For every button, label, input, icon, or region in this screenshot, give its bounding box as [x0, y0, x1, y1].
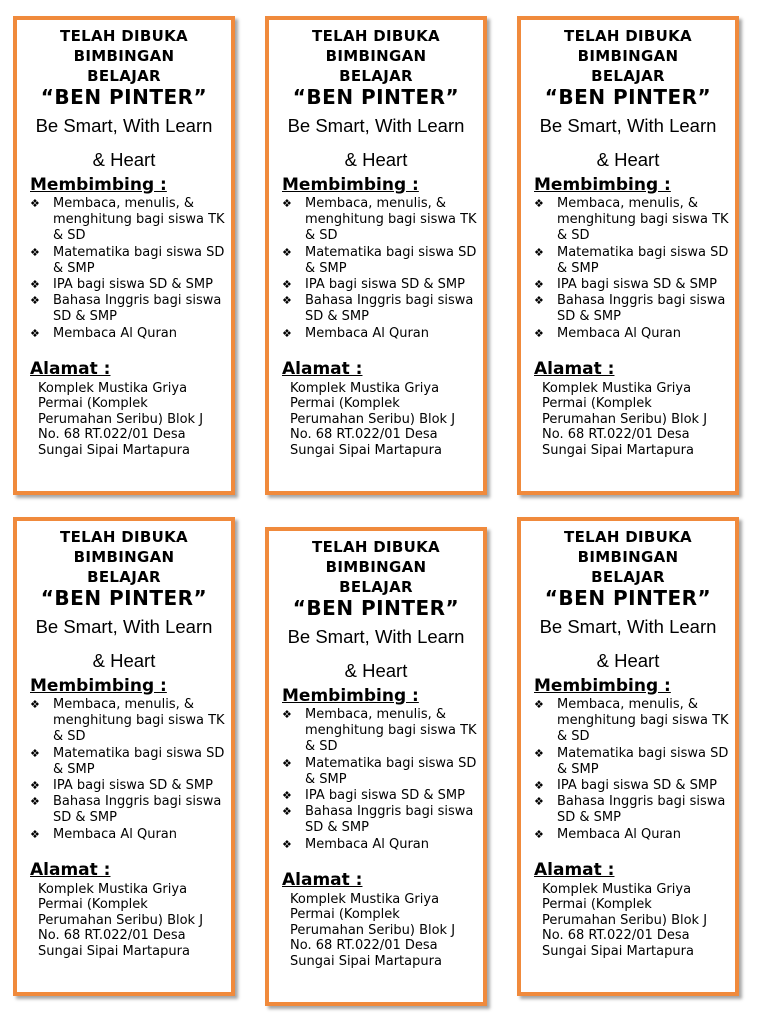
- service-text: Bahasa Inggris bagi siswa SD & SMP: [53, 794, 222, 826]
- headline-line: BELAJAR: [591, 568, 665, 586]
- diamond-bullet-icon: ❖: [282, 756, 292, 770]
- service-text: Bahasa Inggris bagi siswa SD & SMP: [557, 293, 726, 325]
- service-text: Bahasa Inggris bagi siswa SD & SMP: [557, 794, 726, 826]
- list-item: [282, 293, 483, 325]
- tagline: Be Smart, With Learn: [287, 115, 465, 136]
- diamond-bullet-icon: ❖: [30, 746, 40, 760]
- service-text: Matematika bagi siswa SD & SMP: [305, 755, 477, 787]
- membimbing-heading: Membimbing :: [30, 676, 167, 696]
- list-item: [534, 196, 735, 245]
- flyer-card: [13, 517, 235, 996]
- service-text: Bahasa Inggris bagi siswa SD & SMP: [305, 804, 474, 836]
- list-item: [534, 326, 735, 342]
- list-item: [282, 804, 483, 836]
- diamond-bullet-icon: ❖: [282, 789, 292, 803]
- service-text: Matematika bagi siswa SD & SMP: [53, 745, 225, 777]
- headline-line: BELAJAR: [339, 578, 413, 596]
- headline-line: TELAH DIBUKA: [60, 528, 188, 546]
- membimbing-heading: Membimbing :: [282, 175, 419, 195]
- diamond-bullet-icon: ❖: [282, 708, 292, 721]
- tagline: & Heart: [344, 660, 408, 681]
- membimbing-heading: Membimbing :: [534, 676, 671, 696]
- diamond-bullet-icon: ❖: [282, 294, 292, 308]
- service-text: Bahasa Inggris bagi siswa SD & SMP: [53, 293, 222, 325]
- service-text: Matematika bagi siswa SD & SMP: [557, 244, 729, 276]
- flyer-card: [517, 16, 739, 495]
- headline-line: TELAH DIBUKA: [564, 27, 692, 45]
- headline-line: BIMBINGAN: [325, 558, 427, 576]
- service-text: IPA bagi siswa SD & SMP: [557, 277, 717, 293]
- membimbing-heading: Membimbing :: [30, 175, 167, 195]
- diamond-bullet-icon: ❖: [282, 197, 292, 210]
- service-text: Membaca Al Quran: [305, 836, 430, 852]
- tagline: Be Smart, With Learn: [287, 626, 465, 647]
- service-text: Membaca, menulis, & menghitung bagi siswa TK & SD: [53, 196, 225, 244]
- alamat-heading: Alamat :: [534, 859, 615, 880]
- service-text: Membaca Al Quran: [53, 826, 178, 842]
- list-item: [282, 277, 483, 293]
- headline-line: BIMBINGAN: [73, 548, 175, 566]
- services-list: [17, 196, 231, 342]
- tagline: & Heart: [344, 149, 408, 170]
- list-item: [534, 293, 735, 325]
- diamond-bullet-icon: ❖: [30, 827, 40, 841]
- headline-line: BIMBINGAN: [73, 47, 175, 65]
- service-text: Membaca, menulis, & menghitung bagi siswa TK & SD: [305, 707, 477, 755]
- diamond-bullet-icon: ❖: [534, 278, 544, 292]
- address-text: Komplek Mustika Griya Permai (Komplek Perumahan Seribu) Blok J No. 68 RT.022/01 Desa Sungai Sipai Martapura: [542, 380, 708, 458]
- list-item: [30, 697, 231, 746]
- list-item: [282, 196, 483, 245]
- list-item: [30, 326, 231, 342]
- alamat-heading: Alamat :: [282, 358, 363, 379]
- diamond-bullet-icon: ❖: [534, 197, 544, 210]
- diamond-bullet-icon: ❖: [282, 278, 292, 292]
- headline-line: TELAH DIBUKA: [564, 528, 692, 546]
- diamond-bullet-icon: ❖: [534, 827, 544, 841]
- tagline: Be Smart, With Learn: [539, 616, 717, 637]
- headline-line: TELAH DIBUKA: [60, 27, 188, 45]
- brand-name: “BEN PINTER”: [292, 596, 460, 620]
- service-text: Membaca Al Quran: [305, 325, 430, 341]
- service-text: Membaca Al Quran: [53, 325, 178, 341]
- diamond-bullet-icon: ❖: [534, 245, 544, 259]
- diamond-bullet-icon: ❖: [30, 294, 40, 308]
- services-list: [269, 196, 483, 342]
- address-text: Komplek Mustika Griya Permai (Komplek Perumahan Seribu) Blok J No. 68 RT.022/01 Desa Sungai Sipai Martapura: [542, 881, 708, 959]
- list-item: [534, 746, 735, 778]
- diamond-bullet-icon: ❖: [534, 746, 544, 760]
- diamond-bullet-icon: ❖: [282, 326, 292, 340]
- diamond-bullet-icon: ❖: [534, 795, 544, 809]
- service-text: Membaca, menulis, & menghitung bagi siswa TK & SD: [53, 697, 225, 745]
- brand-name: “BEN PINTER”: [40, 586, 208, 610]
- diamond-bullet-icon: ❖: [534, 779, 544, 793]
- diamond-bullet-icon: ❖: [30, 698, 40, 711]
- headline-line: BELAJAR: [591, 67, 665, 85]
- diamond-bullet-icon: ❖: [30, 245, 40, 259]
- list-item: [282, 707, 483, 756]
- list-item: [282, 326, 483, 342]
- alamat-heading: Alamat :: [30, 859, 111, 880]
- list-item: [534, 245, 735, 277]
- service-text: Membaca Al Quran: [557, 325, 682, 341]
- service-text: Membaca, menulis, & menghitung bagi siswa TK & SD: [557, 697, 729, 745]
- brand-name: “BEN PINTER”: [544, 85, 712, 109]
- list-item: [534, 277, 735, 293]
- alamat-heading: Alamat :: [534, 358, 615, 379]
- service-text: IPA bagi siswa SD & SMP: [305, 277, 465, 293]
- list-item: [534, 827, 735, 843]
- flyer-card: [265, 16, 487, 495]
- address-text: Komplek Mustika Griya Permai (Komplek Perumahan Seribu) Blok J No. 68 RT.022/01 Desa Sungai Sipai Martapura: [38, 380, 204, 458]
- brand-name: “BEN PINTER”: [544, 586, 712, 610]
- flyer-card: [517, 517, 739, 996]
- headline-line: BIMBINGAN: [577, 548, 679, 566]
- headline-line: BIMBINGAN: [325, 47, 427, 65]
- tagline: & Heart: [92, 650, 156, 671]
- headline-line: BELAJAR: [87, 568, 161, 586]
- diamond-bullet-icon: ❖: [30, 197, 40, 210]
- headline-line: TELAH DIBUKA: [312, 538, 440, 556]
- list-item: [30, 746, 231, 778]
- headline-line: BELAJAR: [339, 67, 413, 85]
- service-text: IPA bagi siswa SD & SMP: [53, 277, 213, 293]
- list-item: [534, 778, 735, 794]
- list-item: [282, 756, 483, 788]
- list-item: [30, 245, 231, 277]
- brand-name: “BEN PINTER”: [292, 85, 460, 109]
- tagline: Be Smart, With Learn: [35, 115, 213, 136]
- list-item: [30, 277, 231, 293]
- list-item: [30, 794, 231, 826]
- diamond-bullet-icon: ❖: [282, 245, 292, 259]
- list-item: [30, 293, 231, 325]
- service-text: IPA bagi siswa SD & SMP: [53, 778, 213, 794]
- services-list: [269, 707, 483, 853]
- flyer-card: [13, 16, 235, 495]
- alamat-heading: Alamat :: [30, 358, 111, 379]
- list-item: [30, 196, 231, 245]
- list-item: [30, 827, 231, 843]
- diamond-bullet-icon: ❖: [282, 805, 292, 819]
- membimbing-heading: Membimbing :: [534, 175, 671, 195]
- service-text: Bahasa Inggris bagi siswa SD & SMP: [305, 293, 474, 325]
- service-text: Membaca, menulis, & menghitung bagi siswa TK & SD: [557, 196, 729, 244]
- services-list: [17, 697, 231, 843]
- headline-line: TELAH DIBUKA: [312, 27, 440, 45]
- diamond-bullet-icon: ❖: [30, 326, 40, 340]
- list-item: [534, 794, 735, 826]
- tagline: & Heart: [92, 149, 156, 170]
- diamond-bullet-icon: ❖: [30, 795, 40, 809]
- list-item: [282, 245, 483, 277]
- services-list: [521, 196, 735, 342]
- services-list: [521, 697, 735, 843]
- alamat-heading: Alamat :: [282, 869, 363, 890]
- diamond-bullet-icon: ❖: [534, 326, 544, 340]
- membimbing-heading: Membimbing :: [282, 686, 419, 706]
- diamond-bullet-icon: ❖: [30, 278, 40, 292]
- list-item: [534, 697, 735, 746]
- address-text: Komplek Mustika Griya Permai (Komplek Perumahan Seribu) Blok J No. 68 RT.022/01 Desa Sungai Sipai Martapura: [38, 881, 204, 959]
- list-item: [30, 778, 231, 794]
- address-text: Komplek Mustika Griya Permai (Komplek Perumahan Seribu) Blok J No. 68 RT.022/01 Desa Sungai Sipai Martapura: [290, 380, 456, 458]
- service-text: IPA bagi siswa SD & SMP: [557, 778, 717, 794]
- flyer-card: [265, 527, 487, 1006]
- diamond-bullet-icon: ❖: [534, 698, 544, 711]
- tagline: & Heart: [596, 149, 660, 170]
- tagline: Be Smart, With Learn: [539, 115, 717, 136]
- diamond-bullet-icon: ❖: [534, 294, 544, 308]
- list-item: [282, 788, 483, 804]
- diamond-bullet-icon: ❖: [30, 779, 40, 793]
- service-text: Matematika bagi siswa SD & SMP: [305, 244, 477, 276]
- service-text: Membaca Al Quran: [557, 826, 682, 842]
- brand-name: “BEN PINTER”: [40, 85, 208, 109]
- service-text: Matematika bagi siswa SD & SMP: [53, 244, 225, 276]
- tagline: & Heart: [596, 650, 660, 671]
- service-text: Membaca, menulis, & menghitung bagi siswa TK & SD: [305, 196, 477, 244]
- headline-line: BELAJAR: [87, 67, 161, 85]
- headline-line: BIMBINGAN: [577, 47, 679, 65]
- service-text: Matematika bagi siswa SD & SMP: [557, 745, 729, 777]
- list-item: [282, 837, 483, 853]
- diamond-bullet-icon: ❖: [282, 837, 292, 851]
- address-text: Komplek Mustika Griya Permai (Komplek Perumahan Seribu) Blok J No. 68 RT.022/01 Desa Sungai Sipai Martapura: [290, 891, 456, 969]
- tagline: Be Smart, With Learn: [35, 616, 213, 637]
- service-text: IPA bagi siswa SD & SMP: [305, 788, 465, 804]
